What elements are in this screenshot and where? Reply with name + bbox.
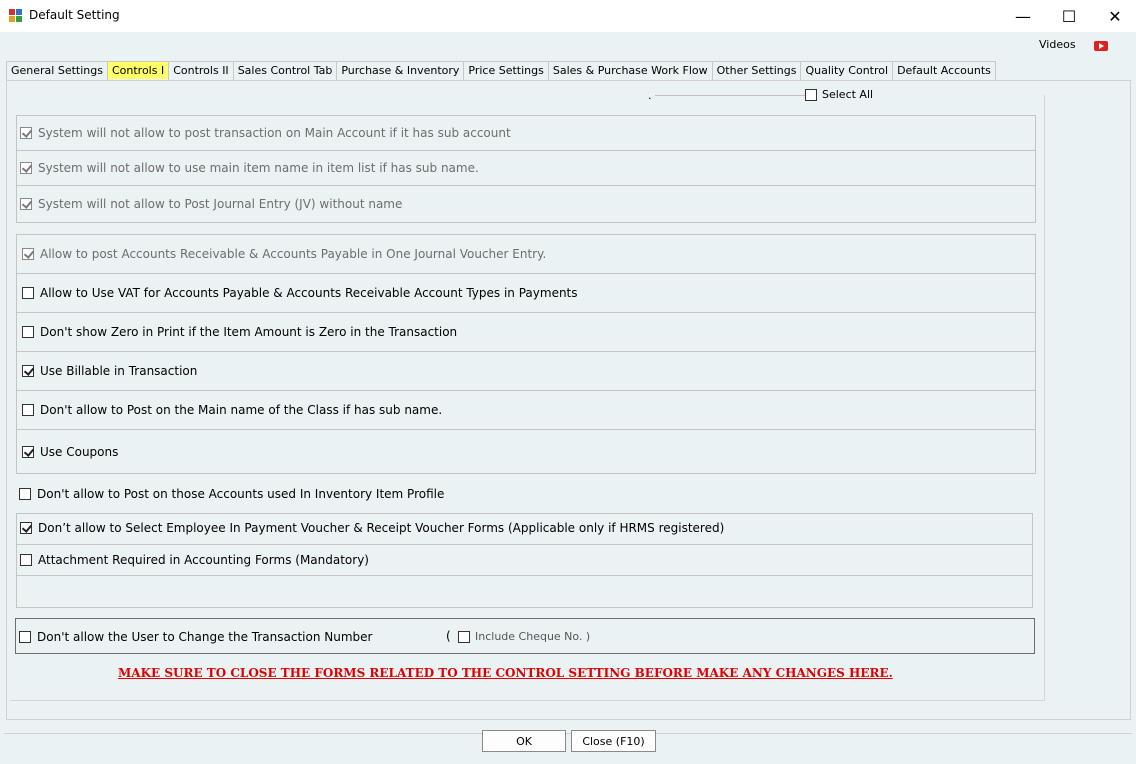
window-title: Default Setting	[29, 8, 120, 22]
include-cheque-label: Include Cheque No. )	[475, 630, 591, 643]
bottom-divider	[4, 733, 1132, 734]
option-employee-voucher[interactable]	[20, 521, 724, 535]
option-hide-zero-print[interactable]	[22, 325, 457, 339]
open-paren: (	[446, 629, 451, 643]
checkbox[interactable]	[22, 404, 34, 416]
maximize-button[interactable]: ☐	[1061, 6, 1077, 26]
select-all-box[interactable]	[805, 89, 817, 101]
warning-message: MAKE SURE TO CLOSE THE FORMS RELATED TO THE CONTROL SETTING BEFORE MAKE ANY CHANGES HERE.	[118, 666, 893, 680]
option-label: Attachment Required in Accounting Forms (Mandatory)	[38, 553, 369, 567]
option-use-billable[interactable]	[22, 364, 197, 378]
checkbox[interactable]	[20, 162, 32, 174]
checkbox[interactable]	[22, 326, 34, 338]
divider	[17, 429, 1035, 430]
minimize-button[interactable]: —	[1015, 6, 1031, 26]
include-cheque-checkbox[interactable]	[458, 630, 590, 643]
option-label: System will not allow to Post Journal Entry (JV) without name	[38, 197, 403, 211]
option-attachment-required[interactable]	[20, 553, 369, 567]
tab-general-settings[interactable]: General Settings	[6, 61, 108, 81]
tab-strip	[6, 61, 995, 81]
option-label: Don’t allow to Select Employee In Payment Voucher & Receipt Voucher Forms (Applicable only if HRMS registered)	[38, 521, 725, 535]
checkbox[interactable]	[458, 631, 470, 643]
option-class-main-name[interactable]	[22, 403, 442, 417]
tab-price-settings[interactable]: Price Settings	[463, 61, 548, 81]
option-vat-payments[interactable]	[22, 286, 578, 300]
tab-purchase-inventory[interactable]: Purchase & Inventory	[336, 61, 464, 81]
tab-default-accounts[interactable]: Default Accounts	[892, 61, 996, 81]
option-label: Don't show Zero in Print if the Item Amount is Zero in the Transaction	[40, 325, 458, 339]
option-label: Don't allow to Post on the Main name of the Class if has sub name.	[40, 403, 443, 417]
divider	[17, 351, 1035, 352]
title-bar	[0, 0, 1136, 32]
option-label: System will not allow to post transaction on Main Account if it has sub account	[38, 126, 511, 140]
option-label: Allow to Use VAT for Accounts Payable & Accounts Receivable Account Types in Payments	[40, 286, 578, 300]
checkbox[interactable]	[22, 248, 34, 260]
app-icon	[9, 9, 22, 22]
checkbox[interactable]	[20, 198, 32, 210]
divider	[17, 312, 1035, 313]
option-jv-without-name[interactable]	[20, 197, 402, 211]
checkbox[interactable]	[22, 287, 34, 299]
option-ar-ap-one-jv[interactable]	[22, 247, 546, 261]
divider	[17, 185, 1035, 186]
videos-label[interactable]: Videos	[1039, 38, 1076, 51]
divider	[17, 390, 1035, 391]
divider	[17, 575, 1032, 576]
tab-controls-i[interactable]: Controls I	[107, 61, 169, 79]
close-window-button[interactable]: ✕	[1108, 6, 1122, 26]
option-use-coupons[interactable]	[22, 445, 118, 459]
tab-controls-ii[interactable]: Controls II	[168, 61, 233, 81]
divider	[17, 150, 1035, 151]
option-label: System will not allow to use main item name in item list if has sub name.	[38, 161, 479, 175]
option-label: Allow to post Accounts Receivable & Accounts Payable in One Journal Voucher Entry.	[40, 247, 547, 261]
checkbox[interactable]	[19, 488, 31, 500]
option-transaction-number[interactable]	[19, 630, 372, 644]
checkbox[interactable]	[20, 127, 32, 139]
option-label: Use Coupons	[40, 445, 119, 459]
checkbox[interactable]	[19, 631, 31, 643]
option-label: Don't allow to Post on those Accounts used In Inventory Item Profile	[37, 487, 445, 501]
youtube-icon[interactable]	[1094, 41, 1108, 51]
select-all-label: Select All	[822, 88, 874, 101]
ok-button[interactable]: OK	[482, 730, 566, 752]
tab-quality-control[interactable]: Quality Control	[800, 61, 893, 81]
tab-sales-control[interactable]: Sales Control Tab	[233, 61, 338, 81]
dot-marker: .	[648, 89, 652, 102]
tab-sales-purchase-workflow[interactable]: Sales & Purchase Work Flow	[548, 61, 713, 81]
option-label: Use Billable in Transaction	[40, 364, 198, 378]
select-all-checkbox[interactable]	[805, 88, 877, 101]
tab-other-settings[interactable]: Other Settings	[712, 61, 802, 81]
checkbox[interactable]	[20, 522, 32, 534]
close-button[interactable]: Close (F10)	[571, 730, 656, 752]
checkbox[interactable]	[22, 446, 34, 458]
option-main-item-sub-name[interactable]	[20, 161, 479, 175]
posting-options-group	[16, 234, 1036, 474]
divider	[17, 544, 1032, 545]
option-inventory-accounts[interactable]	[19, 487, 444, 501]
option-label: Don't allow the User to Change the Transaction Number	[37, 630, 373, 644]
checkbox[interactable]	[20, 554, 32, 566]
divider	[17, 273, 1035, 274]
checkbox[interactable]	[22, 365, 34, 377]
option-main-account-sub-account[interactable]	[20, 126, 511, 140]
